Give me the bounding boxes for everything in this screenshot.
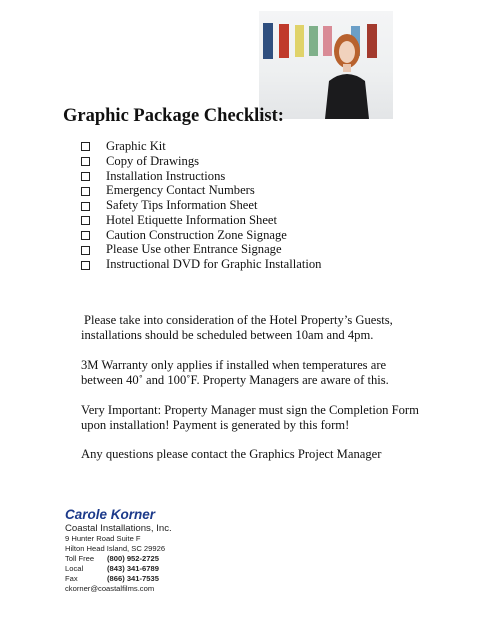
phone-row — [65, 564, 172, 574]
completion-form-paragraph — [81, 403, 419, 433]
checkbox[interactable] — [81, 261, 90, 270]
checkbox[interactable] — [81, 231, 90, 240]
checklist-label: Installation Instructions — [106, 168, 226, 183]
door-darkred — [367, 24, 377, 58]
woman-with-doors-illustration — [259, 11, 393, 119]
email-link[interactable]: ckorner@coastalfilms.com — [65, 584, 155, 593]
door-red — [279, 24, 289, 58]
checklist-item[interactable] — [81, 198, 321, 213]
neck — [343, 64, 351, 72]
phone-number: (800) 952-2725 — [107, 554, 159, 563]
guest-consideration-paragraph — [81, 313, 393, 343]
address-line-2: Hilton Head Island, SC 29926 — [65, 544, 166, 553]
phone-label: Toll Free — [65, 554, 95, 563]
checklist-item[interactable] — [81, 183, 321, 198]
checklist-item[interactable] — [81, 154, 321, 169]
checklist-label: Caution Construction Zone Signage — [106, 227, 287, 242]
paragraph-line: Very Important: Property Manager must sign the Completion Form — [81, 403, 419, 417]
checklist-item[interactable] — [81, 169, 321, 184]
sweater — [325, 74, 369, 119]
checklist-label: Graphic Kit — [106, 138, 166, 153]
contact-block — [65, 507, 172, 594]
address-line-1: 9 Hunter Road Suite F — [65, 534, 141, 543]
checklist-item[interactable] — [81, 257, 321, 272]
checkbox[interactable] — [81, 246, 90, 255]
face — [339, 41, 355, 63]
paragraph-line: installations should be scheduled between 10am and 4pm. — [81, 328, 374, 342]
checkbox[interactable] — [81, 187, 90, 196]
phone-label: Fax — [65, 574, 78, 583]
checkbox[interactable] — [81, 172, 90, 181]
phone-number: (866) 341-7535 — [107, 574, 159, 583]
checklist-item[interactable] — [81, 243, 321, 258]
door-blue — [263, 23, 273, 59]
checkbox[interactable] — [81, 142, 90, 151]
phone-row — [65, 574, 172, 584]
door-yellow — [295, 25, 304, 57]
door-green — [309, 26, 318, 56]
checklist-label: Please Use other Entrance Signage — [106, 242, 282, 257]
checklist-label: Safety Tips Information Sheet — [106, 198, 258, 213]
paragraph-line: 3M Warranty only applies if installed when temperatures are — [81, 358, 387, 372]
checklist — [81, 139, 321, 272]
phone-number: (843) 341-6789 — [107, 564, 159, 573]
checklist-label: Hotel Etiquette Information Sheet — [106, 212, 278, 227]
company-name: Coastal Installations, Inc. — [65, 523, 172, 534]
checkbox[interactable] — [81, 157, 90, 166]
checklist-label: Copy of Drawings — [106, 153, 200, 168]
header-photo — [259, 11, 393, 119]
checkbox[interactable] — [81, 216, 90, 225]
paragraph-line: Any questions please contact the Graphics Project Manager — [81, 447, 382, 461]
page-title: Graphic Package Checklist: — [63, 106, 284, 126]
contact-paragraph — [81, 447, 381, 462]
checklist-item[interactable] — [81, 139, 321, 154]
phone-label: Local — [65, 564, 84, 573]
phone-row — [65, 554, 172, 564]
checkbox[interactable] — [81, 202, 90, 211]
warranty-paragraph — [81, 358, 389, 388]
checklist-label: Emergency Contact Numbers — [106, 183, 255, 198]
paragraph-line: Please take into consideration of the Hotel Property’s Guests, — [84, 313, 393, 327]
door-pink — [323, 26, 332, 56]
checklist-label: Instructional DVD for Graphic Installation — [106, 257, 322, 272]
contact-name: Carole Korner — [65, 507, 156, 522]
checklist-item[interactable] — [81, 228, 321, 243]
paragraph-line: between 40˚ and 100˚F. Property Managers are aware of this. — [81, 373, 389, 387]
paragraph-line: upon installation! Payment is generated by this form! — [81, 418, 350, 432]
checklist-item[interactable] — [81, 213, 321, 228]
